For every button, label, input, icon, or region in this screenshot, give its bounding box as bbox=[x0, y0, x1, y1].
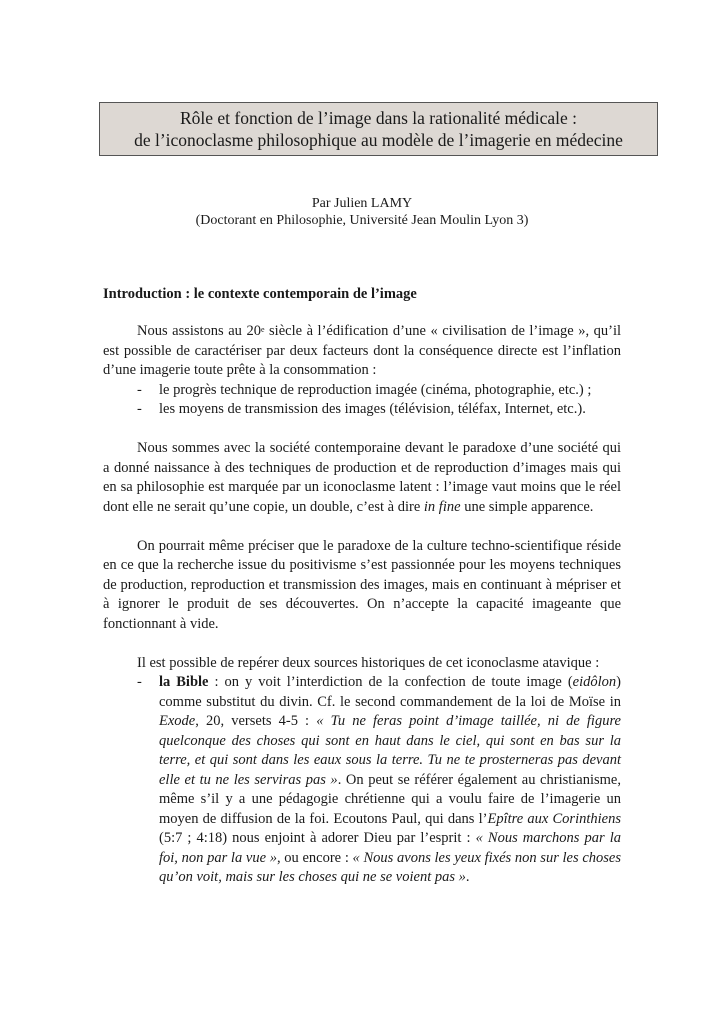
title-line-2: de l’iconoclasme philosophique au modèle de l’imagerie en médecine bbox=[134, 130, 623, 150]
century-superscript: e bbox=[260, 325, 265, 334]
bible-text: . On peut se référer également au christianisme, même s’il y a une pédagogie chrétienne qui a voulu faire de l’imagerie un moyen de diffusion de la foi. Ecoutons Paul, qui dans l’ bbox=[159, 771, 621, 827]
author-name: Par Julien LAMY bbox=[311, 196, 413, 211]
paragraph-2-italic: in fine bbox=[423, 498, 461, 515]
author-affiliation: (Doctorant en Philosophie, Université Jean Moulin Lyon 3) bbox=[195, 213, 529, 228]
dash-bullet: - bbox=[137, 674, 142, 690]
paragraph-3: On pourrait même préciser que le paradoxe de la culture techno-scientifique réside en ce que la recherche issue du positivisme s’est passionnée pour les moyens techniques de production, reproduction et transmission des images, mais en continuant à mépriser et à ignorer le produit de ses découvertes. On n’accepte la capacité imageante que fonctionnant à vide. bbox=[103, 537, 621, 632]
paragraph-1-text-a: Nous assistons au 20 bbox=[137, 323, 261, 339]
paragraph-1 bbox=[103, 322, 621, 381]
list-item-text: les moyens de transmission des images (télévision, téléfax, Internet, etc.). bbox=[159, 401, 586, 417]
paragraph-2 bbox=[103, 439, 621, 517]
title-line-1: Rôle et fonction de l’image dans la rationalité médicale : bbox=[179, 108, 577, 128]
list-item bbox=[103, 381, 621, 401]
bible-list-item bbox=[103, 673, 621, 888]
dash-bullet: - bbox=[137, 381, 142, 398]
bible-text: , 20, versets 4-5 : bbox=[195, 713, 317, 729]
dash-bullet: - bbox=[137, 401, 142, 417]
list-item-text: le progrès technique de reproduction imagée (cinéma, photographie, etc.) ; bbox=[159, 381, 592, 398]
bible-quote: « Nous marchons par la foi, non par la vue » bbox=[159, 830, 621, 866]
title-box bbox=[99, 102, 658, 156]
list-item bbox=[103, 400, 621, 420]
bible-italic: Epître aux Corinthiens bbox=[487, 810, 621, 827]
bible-bold: la Bible bbox=[159, 674, 209, 690]
bible-quote: « Nous avons les yeux fixés non sur les choses qu’on voit, mais sur les choses qui ne se voient pas » bbox=[159, 849, 621, 885]
bible-text: . bbox=[465, 869, 470, 885]
factor-list bbox=[103, 381, 621, 420]
author-block bbox=[103, 195, 621, 229]
paragraph-2-text-a: Nous sommes avec la société contemporaine devant le paradoxe d’une société qui a donné naissance à des techniques de production et de reproduction d’images mais qui en sa philosophie est marquée par un iconoclasme latent : l’image vaut moins que le réel dont elle ne serait qu’une copie, un double, c’est à dire bbox=[103, 440, 621, 515]
bible-quote: « Tu ne feras point d’image taillée, ni de figure quelconque des choses qui sont en haut dans le ciel, qui sont en bas sur la terre, et qui sont dans les eaux sous la terre. Tu ne te prosterneras pas devant elle et tu ne les serviras pas » bbox=[159, 713, 621, 788]
bible-italic: Exode bbox=[159, 713, 196, 729]
body-text bbox=[103, 322, 621, 888]
paragraph-2-text-b: une simple apparence. bbox=[460, 498, 594, 515]
paragraph-4: Il est possible de repérer deux sources historiques de cet iconoclasme atavique : bbox=[137, 654, 600, 671]
section-heading: Introduction : le contexte contemporain de l’image bbox=[103, 286, 417, 302]
bible-text: , ou encore : bbox=[276, 849, 353, 866]
bible-text: : on y voit l’interdiction de la confection de toute image ( bbox=[208, 674, 573, 690]
bible-italic: eidôlon bbox=[572, 674, 617, 690]
paragraph-1-text-b: siècle à l’édification d’une « civilisation de l’image », qu’il est possible de caractériser par deux facteurs dont la conséquence directe est l’inflation d’une imagerie toute prête à la consommation : bbox=[103, 323, 622, 378]
bible-text: (5:7 ; 4:18) nous enjoint à adorer Dieu par l’esprit : bbox=[159, 830, 476, 846]
bible-text: ) comme substitut du divin. Cf. le second commandement de la loi de Moïse in bbox=[159, 674, 621, 710]
